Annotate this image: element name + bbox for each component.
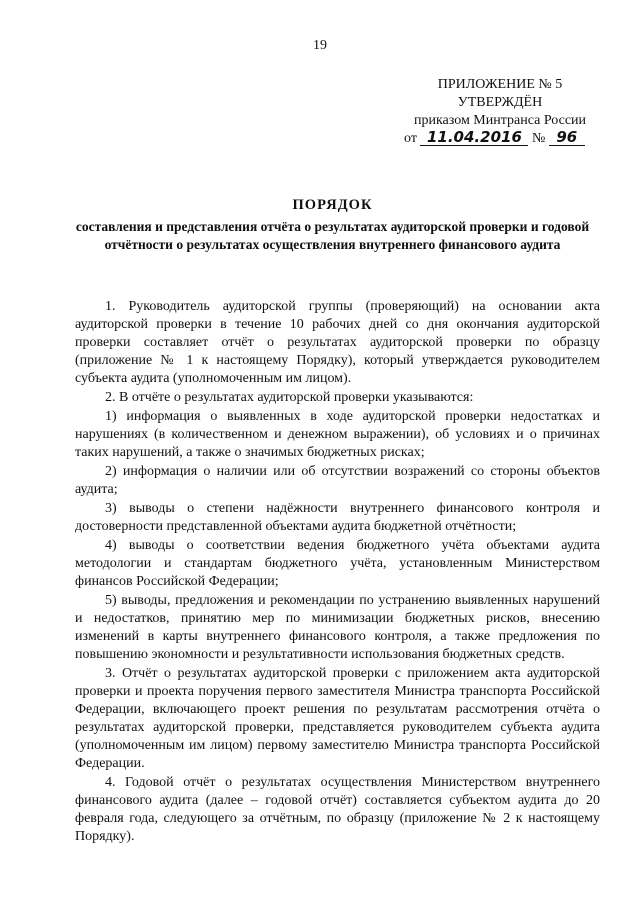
paragraph: 5) выводы, предложения и рекомендации по устранению выявленных нарушений и недостатков, принятию мер по минимизации бюджетных рисков, внесению изменений в карты внутреннего финансового контроля, а также предложения по повышению экономности и результативности использования бюджетных средств. bbox=[75, 593, 600, 662]
handwritten-date: 11.04.2016 bbox=[420, 130, 528, 146]
paragraph: 2) информация о наличии или об отсутствии возражений со стороны объектов аудита; bbox=[75, 464, 600, 497]
number-prefix: № bbox=[531, 131, 546, 146]
title-main: ПОРЯДОК bbox=[292, 197, 373, 213]
date-line bbox=[404, 130, 604, 148]
appendix-label: ПРИЛОЖЕНИЕ № 5 bbox=[437, 77, 563, 92]
paragraph: 3. Отчёт о результатах аудиторской проверки с приложением акта аудиторской проверки и проекта поручения первого заместителя Министра транспорта Российской Федерации, включающего проект решения по результатам рассмотрения отчёта о результатах аудиторской проверки, представляется руководителем субъекта аудита (уполномоченным им лицом) первому заместителю Министра транспорта Российской Федерации. bbox=[75, 666, 600, 771]
document-body bbox=[75, 298, 600, 846]
paragraph: 4) выводы о соответствии ведения бюджетного учёта объектами аудита методологии и стандартам бюджетного учёта, установленным Министерством финансов Российской Федерации; bbox=[75, 538, 600, 589]
appendix-stamp bbox=[400, 76, 600, 148]
handwritten-number: 96 bbox=[549, 130, 585, 146]
paragraph: 1) информация о выявленных в ходе аудиторской проверки недостатках и нарушениях (в количественном и денежном выражении), об условиях и о причинах таких нарушений, а также о значимых бюджетных рисках; bbox=[75, 409, 600, 460]
paragraph: 2. В отчёте о результатах аудиторской проверки указываются: bbox=[105, 390, 474, 405]
paragraph: 3) выводы о степени надёжности внутреннего финансового контроля и достоверности представленной объектами аудита бюджетной отчётности; bbox=[75, 501, 600, 534]
paragraph: 4. Годовой отчёт о результатах осуществления Министерством внутреннего финансового аудита (далее – годовой отчёт) составляется субъектом аудита до 20 февраля года, следующего за отчётным, по образцу (приложение № 2 к настоящему Порядку). bbox=[75, 775, 600, 844]
order-text: приказом Минтранса России bbox=[413, 113, 587, 128]
page-number: 19 bbox=[313, 38, 327, 53]
paragraph: 1. Руководитель аудиторской группы (проверяющий) на основании акта аудиторской проверки в течение 10 рабочих дней со дня окончания аудиторской проверки составляет отчёт о результатах аудиторской проверки по образцу (приложение № 1 к настоящему Порядку), который утверждается руководителем субъекта аудита (уполномоченным им лицом). bbox=[75, 299, 600, 386]
document-title bbox=[75, 196, 590, 254]
title-subtitle: составления и представления отчёта о результатах аудиторской проверки и годовой отчётности о результатах осуществления внутреннего финансового аудита bbox=[75, 219, 590, 252]
date-prefix: от bbox=[404, 131, 417, 146]
approved-label: УТВЕРЖДЁН bbox=[457, 95, 543, 110]
